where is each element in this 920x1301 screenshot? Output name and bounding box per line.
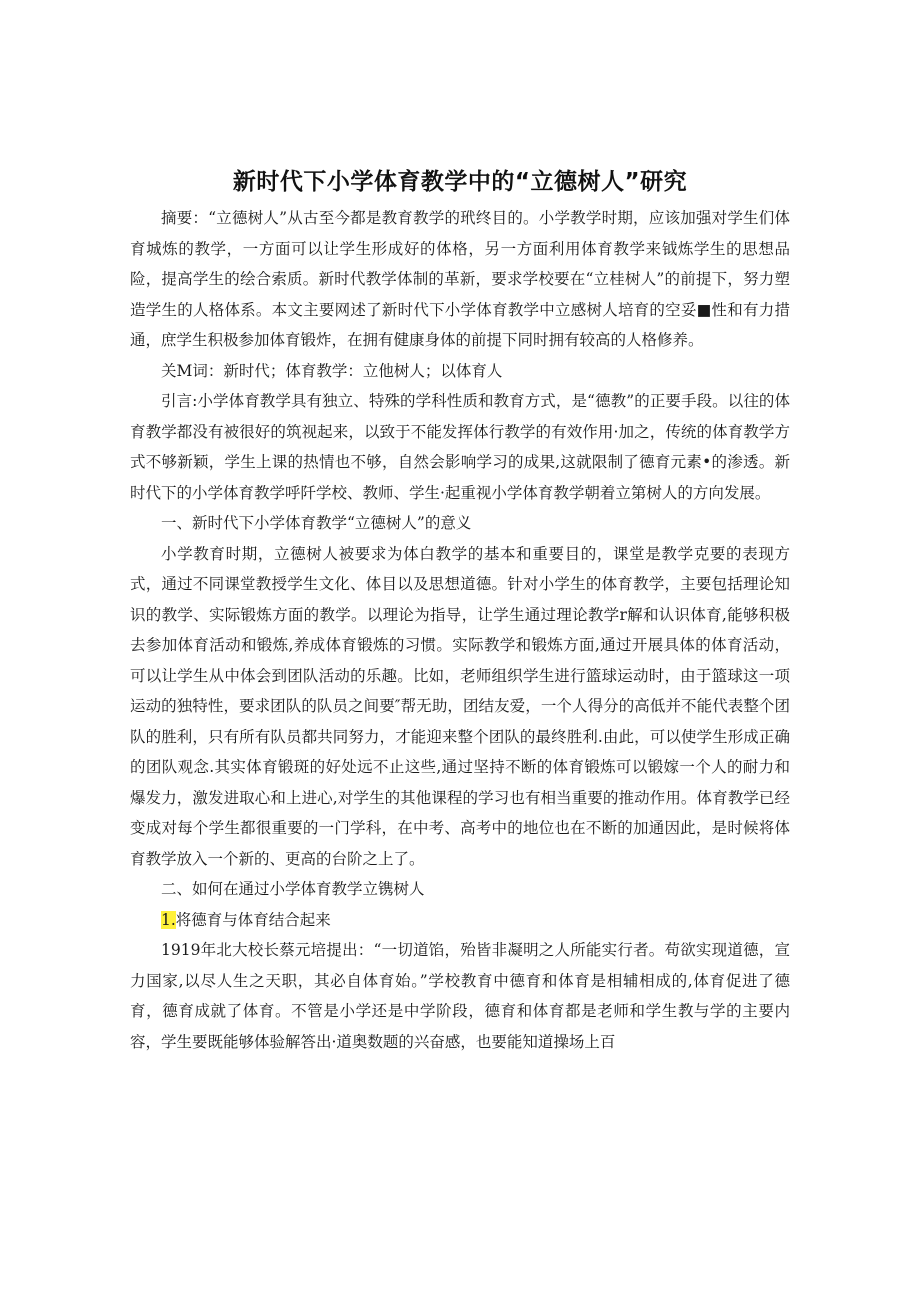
subsection1-body: 1919年北大校长蔡元培提出：“一切道馅，殆皆非凝明之人所能实行者。苟欲实现道德，宣力国家,以尽人生之天职，其必自体育始。”学校教育中德育和体育是相辅相成的,体育促进了德育，德育成就了体育。不管是小学还是中学阶段，德育和体育都是老师和学生教与学的主要内容，学生要既能够体验解答出·道奥数题的兴奋感，也要能知道操场上百 — [130, 941, 790, 1051]
keywords-paragraph: 关M词：新时代；体育教学：立他树人；以体育人 — [161, 361, 503, 380]
abstract-paragraph: 摘要：“立德树人”从古至今都是教育教学的玳终目的。小学教学时期，应该加强对学生们体育城炼的教学，一方面可以让学生形成好的体格，另一方面利用体育教学来钺炼学生的思想品险，提高学生的绘合索质。新时代教学体制的革新，要求学校要在“立桂树人”的前提下，努力塑造学生的人格体系。本文主要网述了新时代下小学体育教学中立感树人培育的空妥■性和有力措通，庶学生积极参加体育锻炸，在拥有健康身体的前提下同时拥有较高的人格修养。 — [130, 209, 790, 349]
section1-heading: 一、新时代下小学体育教学“立德树人”的意义 — [161, 514, 472, 532]
section2-heading: 二、如何在通过小学体育教学立镌树人 — [161, 880, 425, 898]
subsection1-title: 将德育与体育结合起来 — [175, 910, 331, 929]
subsection1-number-highlight: 1. — [161, 910, 176, 929]
document-title: 新时代下小学体育教学中的“立德树人”研究 — [232, 169, 688, 195]
document-page — [130, 165, 790, 1057]
section1-body: 小学教育时期，立德树人被要求为体白教学的基本和重要目的，课堂是教学克要的表现方式，通过不同课堂教授学生文化、体目以及思想道德。针对小学生的体育教学，主要包括理论知识的教学、实际锻炼方面的教学。以理论为指导，让学生通过理论教学r解和认识体育,能够积极去参加体育活动和锻炼,养成体育锻炼的习惯。实际教学和锻炼方面,通过开展具体的体育活动，可以让学生从中体会到团队活动的乐趣。比如，老师组织学生进行篮球运动时，由于篮球这一项运动的独特性，要求团队的队员之间要″帮无助，团结友爱，一个人得分的高低并不能代表整个团队的胜利，只有所有队员都共同努力，才能迎来整个团队的最终胜利.由此，可以使学生形成正确的团队观念.其实体育锻斑的好处远不止这些,通过坚持不断的体育锻炼可以锻嫁一个人的耐力和爆发力，激发进取心和上进心,对学生的其他课程的学习也有相当重要的推动作用。体育教学已经变成对每个学生都很重要的一门学科，在中考、高考中的地位也在不断的加通因此，是时候将体育教学放入一个新的、更高的台阶之上了。 — [130, 544, 790, 868]
intro-paragraph: 引言:小学体育教学具有独立、特殊的学科性质和教育方式，是“德教”的正要手段。以往的体育教学都没有被很好的筑视起来，以致于不能发挥体行教学的有效作用·加之，传统的体育教学方式不够新颖，学生上课的热情也不够，自然会影响学习的成果,这就限制了德育元素•的渗透。新时代下的小学体育教学呼阡学校、教师、学生·起重视小学体育教学朝着立第树人的方向发展。 — [130, 392, 790, 502]
subsection1-heading — [130, 905, 790, 936]
